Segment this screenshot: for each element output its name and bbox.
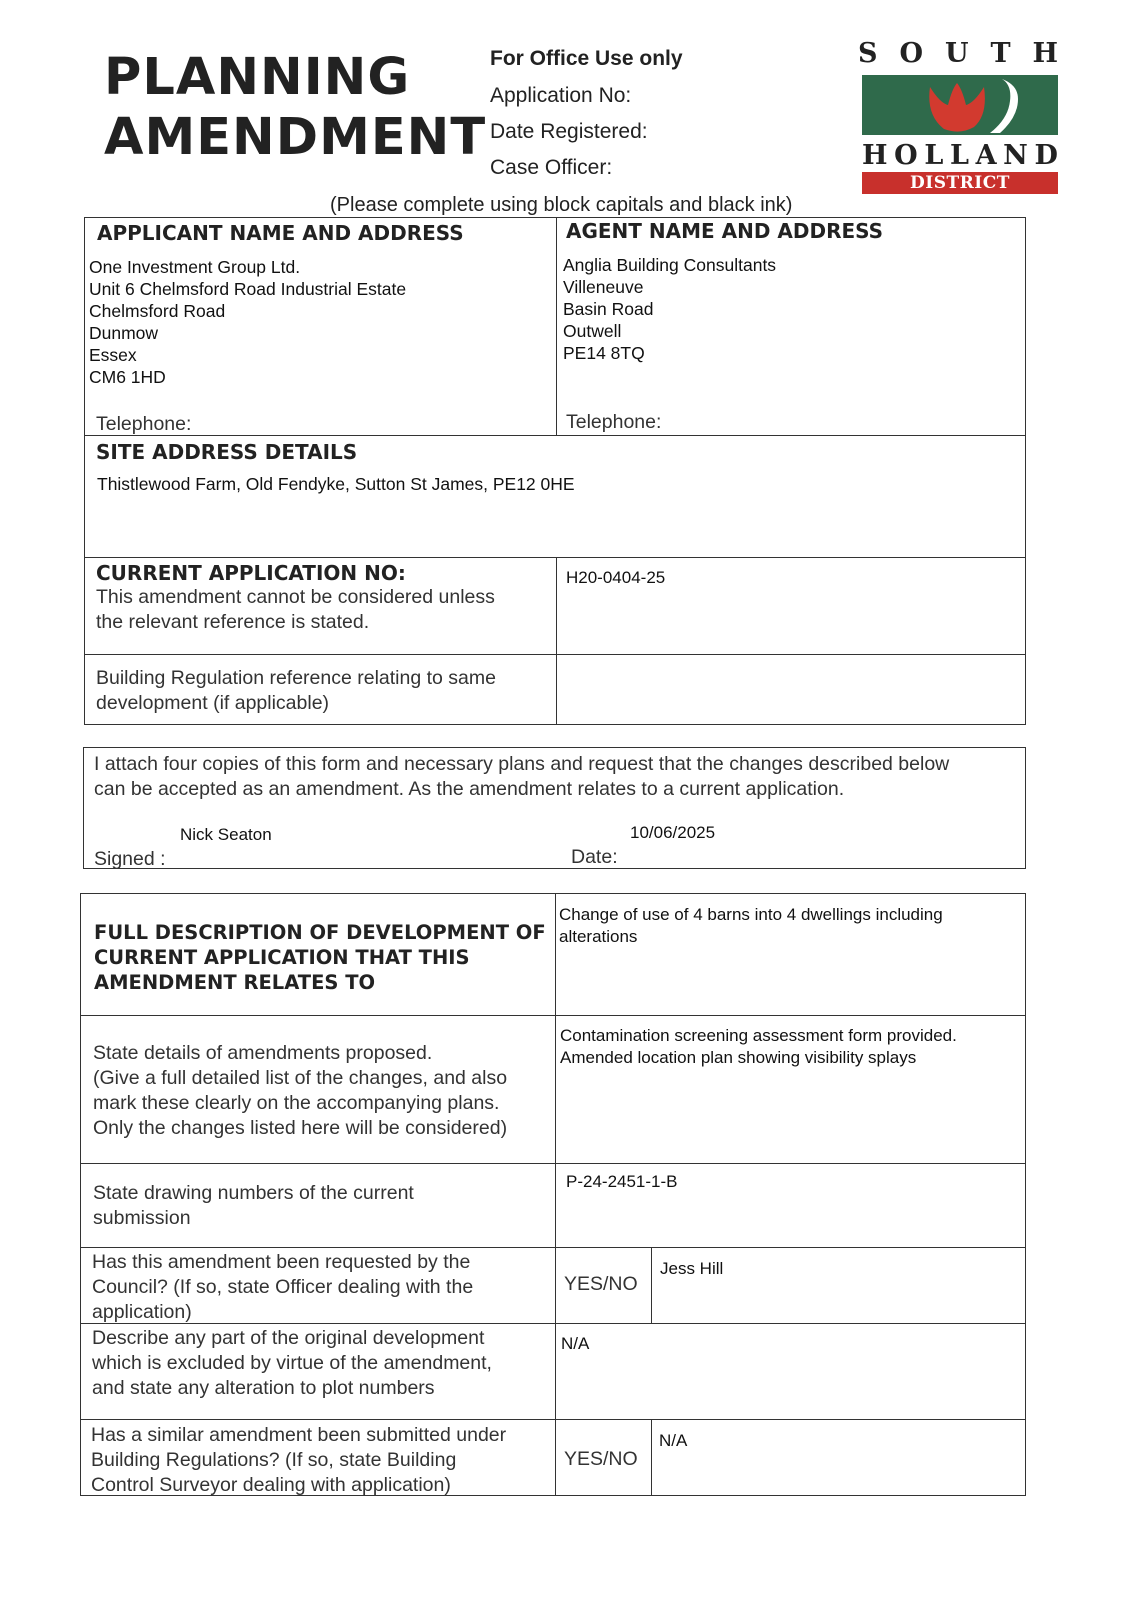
label-line: development (if applicable) <box>96 692 330 714</box>
label-line: State details of amendments proposed. <box>93 1042 433 1064</box>
excluded-development-value: N/A <box>561 1334 590 1353</box>
site-address-heading: SITE ADDRESS DETAILS <box>96 440 358 464</box>
building-regs-yes-no: YES/NO <box>564 1448 638 1470</box>
logo-letter: U <box>944 38 969 69</box>
agent-heading: AGENT NAME AND ADDRESS <box>566 219 884 243</box>
signed-name: Nick Seaton <box>180 825 272 844</box>
label-line: State drawing numbers of the current <box>93 1182 414 1204</box>
logo-letter: N <box>1003 140 1028 171</box>
page-title-line2: AMENDMENT <box>104 108 487 167</box>
page-title-line1: PLANNING <box>104 48 411 107</box>
address-line: Outwell <box>563 321 622 341</box>
agent-address <box>563 254 776 364</box>
applicant-heading: APPLICANT NAME AND ADDRESS <box>97 221 464 245</box>
date-value: 10/06/2025 <box>630 823 716 842</box>
logo-letter: O <box>899 38 923 69</box>
amendments-value <box>560 1025 957 1069</box>
label-line: mark these clearly on the accompanying plans. <box>93 1092 500 1114</box>
label-line: (Give a full detailed list of the changes, and also <box>93 1067 508 1089</box>
logo-letter: H <box>862 140 888 171</box>
applicant-telephone-label: Telephone: <box>96 413 192 435</box>
label-line: application) <box>92 1301 192 1323</box>
building-regulation-label <box>96 666 496 716</box>
logo-letter: O <box>894 140 918 171</box>
label-line: which is excluded by virtue of the amendment, <box>92 1352 492 1374</box>
address-line: Dunmow <box>89 323 159 343</box>
building-regs-surveyor: N/A <box>659 1431 688 1450</box>
site-address-value: Thistlewood Farm, Old Fendyke, Sutton St James, PE12 0HE <box>97 474 575 494</box>
date-registered-label: Date Registered: <box>490 120 648 143</box>
drawing-numbers-value: P-24-2451-1-B <box>566 1172 678 1191</box>
logo-letter: L <box>924 140 944 171</box>
address-line: Unit 6 Chelmsford Road Industrial Estate <box>89 279 407 299</box>
council-request-officer: Jess Hill <box>660 1259 724 1278</box>
current-application-heading: CURRENT APPLICATION NO: <box>96 561 406 585</box>
address-line: PE14 8TQ <box>563 343 645 363</box>
address-line: Chelmsford Road <box>89 301 226 321</box>
logo-mid-word <box>862 140 1058 171</box>
label-line: Only the changes listed here will be considered) <box>93 1117 508 1139</box>
logo-letter: A <box>975 140 997 171</box>
label-line: CURRENT APPLICATION THAT THIS <box>94 946 470 969</box>
label-line: Council? (If so, state Officer dealing with the <box>92 1276 474 1298</box>
applicant-address <box>89 256 406 388</box>
value-line: Contamination screening assessment form provided. <box>560 1026 957 1045</box>
council-request-yes-no: YES/NO <box>564 1273 638 1295</box>
full-description-value <box>559 904 943 948</box>
current-application-number: H20-0404-25 <box>566 568 666 587</box>
value-line: Amended location plan showing visibility splays <box>560 1048 917 1067</box>
application-no-label: Application No: <box>490 84 632 107</box>
declaration-line: can be accepted as an amendment. As the amendment relates to a current application. <box>94 778 845 800</box>
amendments-label <box>93 1041 507 1141</box>
logo-district-council-band: DISTRICT COUNCIL <box>862 172 1058 194</box>
address-line: Essex <box>89 345 137 365</box>
logo-letter: S <box>858 38 878 69</box>
logo-top-word <box>858 38 1058 69</box>
agent-telephone-label: Telephone: <box>566 411 662 433</box>
note-line: the relevant reference is stated. <box>96 611 370 633</box>
label-line: FULL DESCRIPTION OF DEVELOPMENT OF <box>94 921 546 944</box>
council-request-label <box>92 1250 473 1325</box>
declaration-text <box>94 752 949 802</box>
label-line: AMENDMENT RELATES TO <box>94 971 376 994</box>
label-line: Has a similar amendment been submitted under <box>91 1424 507 1446</box>
value-line: alterations <box>559 927 638 946</box>
full-description-label <box>94 920 546 995</box>
excluded-development-label <box>92 1326 492 1401</box>
drawing-numbers-label <box>93 1181 414 1231</box>
label-line: Building Regulations? (If so, state Building <box>91 1449 457 1471</box>
label-line: Building Regulation reference relating to same <box>96 667 496 689</box>
label-line: Has this amendment been requested by the <box>92 1251 471 1273</box>
address-line: CM6 1HD <box>89 367 166 387</box>
tulip-emblem-icon <box>862 75 1058 135</box>
date-label: Date: <box>571 846 618 868</box>
address-line: One Investment Group Ltd. <box>89 257 301 277</box>
signed-label: Signed : <box>94 848 166 870</box>
case-officer-label: Case Officer: <box>490 156 613 179</box>
address-line: Basin Road <box>563 299 654 319</box>
address-line: Anglia Building Consultants <box>563 255 777 275</box>
current-application-note <box>96 585 495 635</box>
logo-letter: D <box>1034 140 1058 171</box>
label-line: Control Surveyor dealing with application) <box>91 1474 451 1496</box>
label-line: and state any alteration to plot numbers <box>92 1377 435 1399</box>
building-regs-amendment-label <box>91 1423 506 1498</box>
instruction-text: (Please complete using block capitals and black ink) <box>330 194 793 216</box>
office-use-heading: For Office Use only <box>490 47 683 70</box>
label-line: submission <box>93 1207 191 1229</box>
note-line: This amendment cannot be considered unless <box>96 586 495 608</box>
address-line: Villeneuve <box>563 277 644 297</box>
logo-letter: L <box>949 140 969 171</box>
logo-letter: T <box>990 38 1011 69</box>
declaration-line: I attach four copies of this form and necessary plans and request that the changes described below <box>94 753 950 775</box>
logo-letter: H <box>1032 38 1058 69</box>
value-line: Change of use of 4 barns into 4 dwellings including <box>559 905 943 924</box>
label-line: Describe any part of the original development <box>92 1327 485 1349</box>
